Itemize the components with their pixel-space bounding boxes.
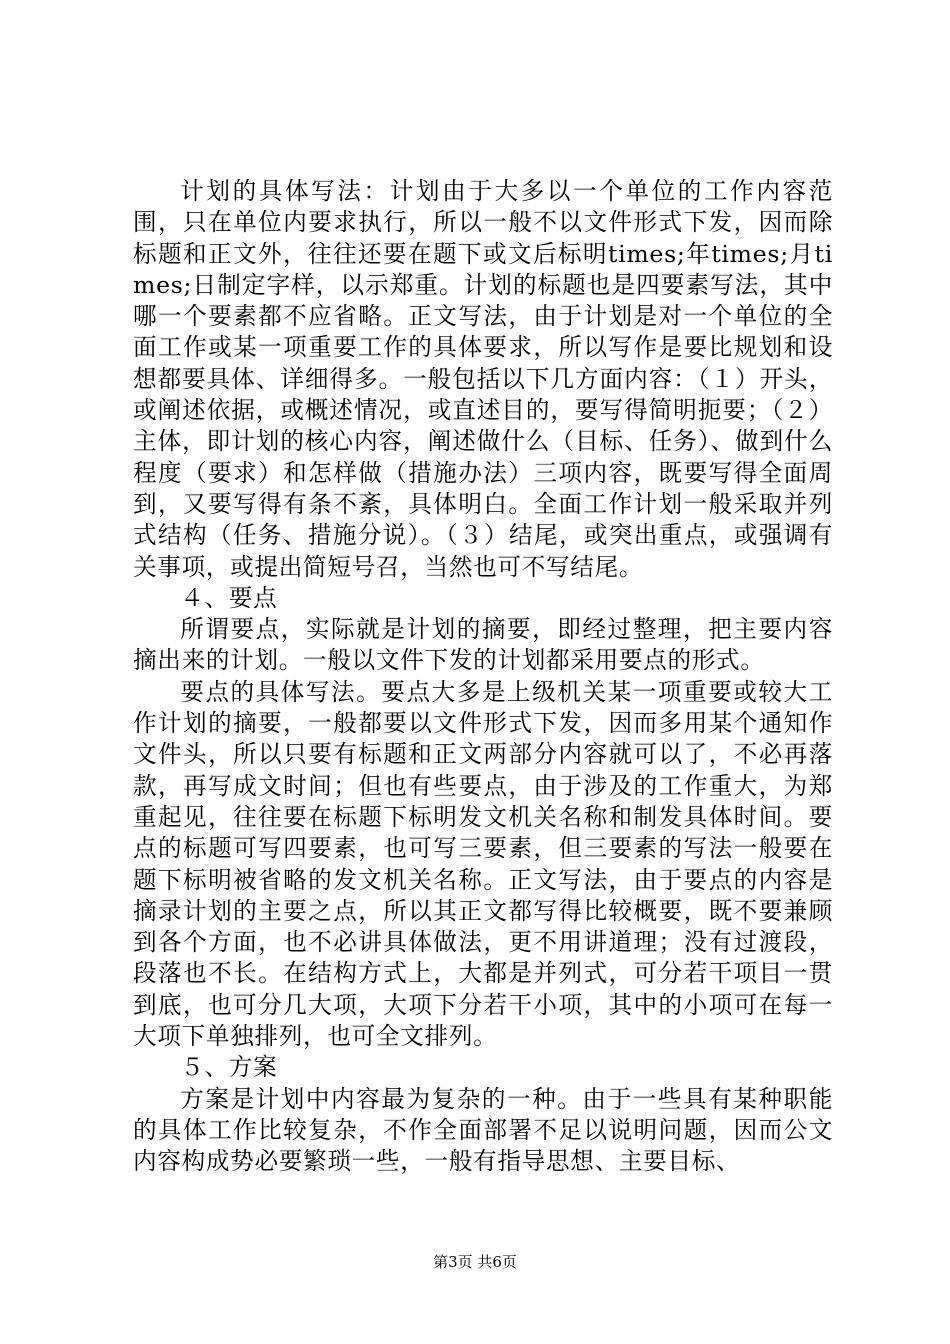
- paragraph-key-points-writing: 要点的具体写法。要点大多是上级机关某一项重要或较大工作计划的摘要，一般都要以文件形式下发，因而多用某个通知作文件头，所以只要有标题和正文两部分内容就可以了，不必再落款，再写成文时间；但也有些要点，由于涉及的工作重大，为郑重起见，往往要在标题下标明发文机关名称和制发具体时间。要点的标题可写四要素，也可写三要素，但三要素的写法一般要在题下标明被省略的发文机关名称。正文写法，由于要点的内容是摘录计划的主要之点，所以其正文都写得比较概要，既不要兼顾到各个方面，也不必讲具体做法，更不用讲道理；没有过渡段，段落也不长。在结构方式上，大都是并列式，可分若干项目一贯到底，也可分几大项，大项下分若干小项，其中的小项可在每一大项下单独排列，也可全文排列。: [133, 677, 833, 1051]
- section-heading-key-points: ４、要点: [180, 583, 278, 612]
- document-body: [133, 176, 833, 1178]
- section-heading-scheme: ５、方案: [180, 1053, 278, 1082]
- paragraph-plan-writing: 计划的具体写法：计划由于大多以一个单位的工作内容范围，只在单位内要求执行，所以一般不以文件形式下发，因而除标题和正文外，往往还要在题下或文后标明times;年times;月times;日制定字样，以示郑重。计划的标题也是四要素写法，其中哪一个要素都不应省略。正文写法，由于计划是对一个单位的全面工作或某一项重要工作的具体要求，所以写作是要比规划和设想都要具体、详细得多。一般包括以下几方面内容：（１）开头，或阐述依据，或概述情况，或直述目的，要写得简明扼要；（２）主体，即计划的核心内容，阐述做什么（目标、任务）、做到什么程度（要求）和怎样做（措施办法）三项内容，既要写得全面周到，又要写得有条不紊，具体明白。全面工作计划一般采取并列式结构（任务、措施分说）。（３）结尾，或突出重点，或强调有关事项，或提出简短号召，当然也可不写结尾。: [133, 177, 833, 581]
- paragraph-key-points-definition: 所谓要点，实际就是计划的摘要，即经过整理，把主要内容摘出来的计划。一般以文件下发的计划都采用要点的形式。: [133, 615, 833, 675]
- page-footer: 第3页 共6页: [433, 1253, 517, 1271]
- paragraph-scheme-definition: 方案是计划中内容最为复杂的一种。由于一些具有某种职能的具体工作比较复杂，不作全面部署不足以说明问题，因而公文内容构成势必要繁琐一些，一般有指导思想、主要目标、: [133, 1084, 833, 1176]
